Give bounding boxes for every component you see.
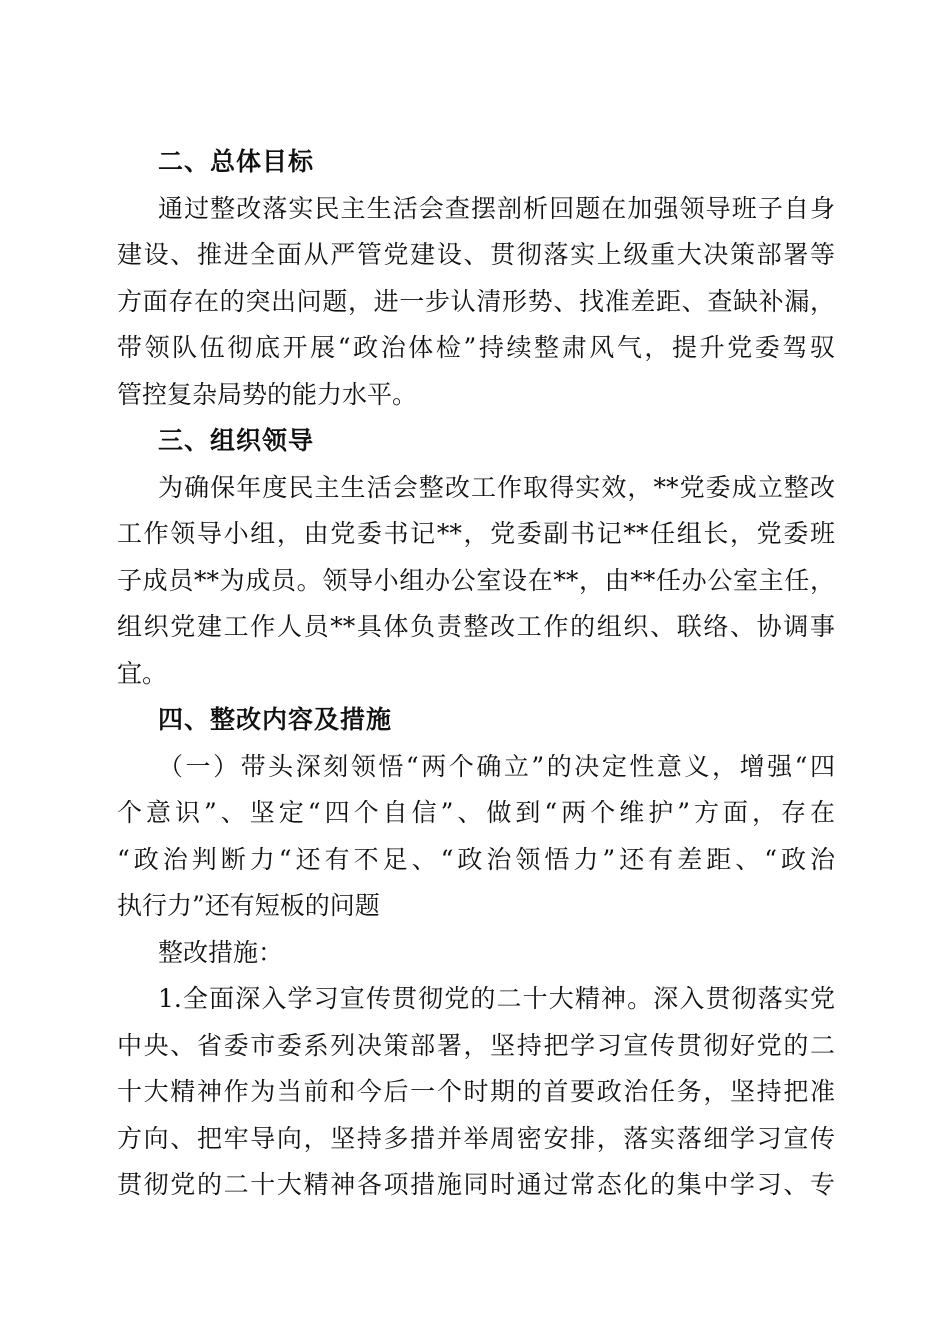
- text-line: 个意识”、坚定“四个自信”、做到“两个维护”方面，存在: [117, 798, 835, 827]
- text-line: 方向、把牢导向，坚持多措并举周密安排，落实落细学习宣传: [117, 1123, 835, 1153]
- text-line: 执行力”还有短板的问题: [117, 891, 380, 920]
- text-line: 贯彻党的二十大精神各项措施同时通过常态化的集中学习、专: [117, 1170, 835, 1199]
- text-line: 中央、省委市委系列决策部署，坚持把学习宣传贯彻好党的二: [117, 1030, 835, 1060]
- paragraph-overall-goal: [117, 186, 835, 419]
- text-line: 整改措施：: [158, 937, 284, 967]
- text-line: 子成员**为成员。领导小组办公室设在**，由**任办公室主任，: [117, 565, 835, 595]
- text-line: 1.全面深入学习宣传贯彻党的二十大精神。深入贯彻落实党: [158, 984, 835, 1013]
- text-line: “政治判断力“还有不足、“政治领悟力”还有差距、“政治: [117, 844, 835, 874]
- text-line: 十大精神作为当前和今后一个时期的首要政治任务，坚持把准: [117, 1077, 835, 1106]
- section-heading-organization: 三、组织领导: [158, 426, 315, 455]
- document-body: [117, 139, 835, 1209]
- text-line: 组织党建工作人员**具体负责整改工作的组织、联络、协调事: [117, 612, 835, 641]
- paragraph-organization: [117, 465, 835, 698]
- paragraph-measure-one: [117, 976, 835, 1209]
- text-line: 工作领导小组，由党委书记**，党委副书记**任组长，党委班: [117, 519, 835, 548]
- text-line: （一）带头深刻领悟“两个确立”的决定性意义，增强“四: [158, 751, 835, 781]
- text-line: 管控复杂局势的能力水平。: [117, 379, 418, 409]
- paragraph-issue-one: [117, 744, 835, 930]
- section-heading-rectification: 四、整改内容及措施: [158, 705, 393, 734]
- text-line: 通过整改落实民主生活会查摆剖析回题在加强领导班子自身: [158, 193, 835, 223]
- section-heading-overall-goal: 二、总体目标: [158, 147, 315, 176]
- text-line: 方面存在的突出问题，进一步认清形势、找准差距、查缺补漏，: [117, 286, 835, 316]
- text-line: 带领队伍彻底开展“政治体检”持续整肃风气，提升党委驾驭: [117, 333, 835, 362]
- text-line: 宜。: [117, 658, 168, 688]
- text-line: 为确保年度民主生活会整改工作取得实效，**党委成立整改: [158, 472, 835, 502]
- paragraph-measures-label: [117, 930, 835, 977]
- text-line: 建设、推进全面从严管党建设、贯彻落实上级重大决策部署等: [117, 240, 835, 269]
